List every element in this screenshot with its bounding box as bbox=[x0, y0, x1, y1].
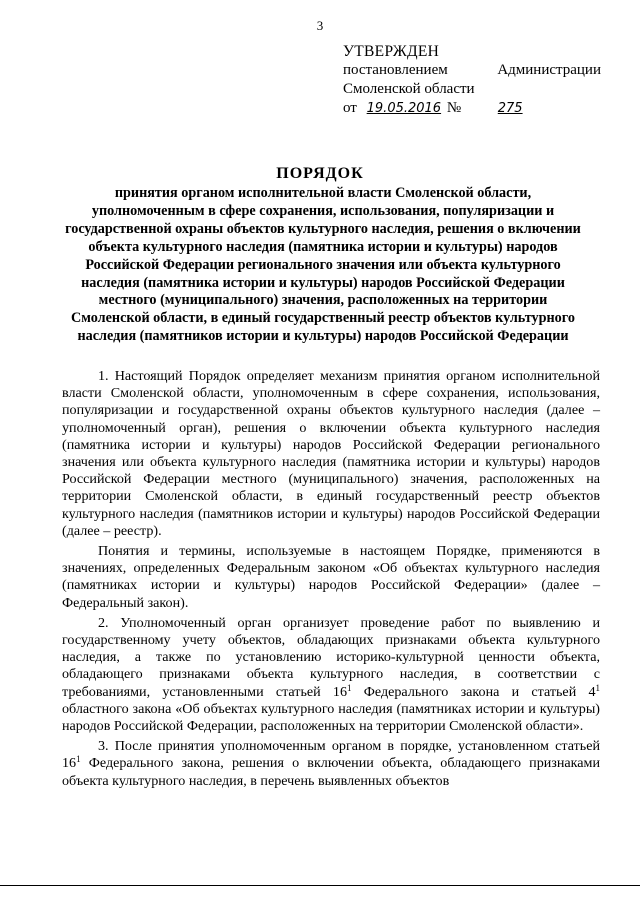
paragraph-3 bbox=[62, 738, 600, 790]
approval-heading: УТВЕРЖДЕН bbox=[343, 43, 440, 60]
document-title: ПОРЯДОК bbox=[276, 165, 364, 182]
paragraph-2 bbox=[62, 615, 600, 735]
approval-number-handwritten: 275 bbox=[497, 101, 523, 116]
approval-decree-word: постановлением bbox=[343, 62, 448, 78]
number-prefix: № bbox=[446, 100, 462, 116]
approval-line-1 bbox=[343, 61, 601, 80]
document-body bbox=[62, 368, 600, 793]
paragraph-1: 1. Настоящий Порядок определяет механизм принятия органом исполнительной власти Смоленской области, уполномоченным в сфере сохранения, использования, популяризации и государственной охраны объектов культурного наследия (далее – уполномоченный орган), решения о включении объекта культурного наследия (памятника истории и культуры) народов Российской Федерации регионального значения или объекта культурного наследия (памятника истории и культуры) народов Российской Федерации местного (муниципального) значения, расположенных на территории Смоленской области, в единый государственный реестр объектов культурного наследия (памятников истории и культуры) народов Российской Федерации (далее – реестр). bbox=[62, 368, 600, 539]
superscript-3: 1 bbox=[76, 754, 81, 765]
date-prefix: от bbox=[343, 100, 357, 116]
superscript-2: 1 bbox=[595, 682, 601, 693]
paragraph-3-text-a: 3. После принятия уполномоченным органом в порядке, установленном статьей 16 bbox=[62, 738, 600, 772]
paragraph-2-text-b: Федерального закона и статьей 4 bbox=[351, 683, 596, 700]
approval-date-handwritten: 19.05.2016 bbox=[366, 101, 442, 116]
approval-date-line bbox=[343, 99, 601, 118]
paragraph-3-text-b: Федерального закона, решения о включении объекта, обладающего признаками объекта культурного наследия, в перечень выявленных объектов bbox=[62, 755, 600, 789]
paragraph-2-text-c: областного закона «Об объектах культурного наследия (памятниках истории и культуры) народов Российской Федерации, расположенных на территории Смоленской области». bbox=[62, 700, 600, 735]
paragraph-2-text-a: 2. Уполномоченный орган организует проведение работ по выявлению и государственному учету объектов, обладающих признаками объекта культурного наследия, а также по установлению историко-культурной ценности объекта, обладающего признаками объекта культурного наследия, в соответствии с требованиями, установленными статьей 16 bbox=[62, 614, 600, 700]
document-subtitle: принятия органом исполнительной власти Смоленской области, уполномоченным в сфере сохранения, использования, популяризации и государственной охраны объектов культурного наследия, решения о включении объекта культурного наследия (памятника истории и культуры) народов Российской Федерации регионального значения или объекта культурного наследия (памятника истории и культуры) народов Российской Федерации местного (муниципального) значения, расположенных на территории Смоленской области, в единый государственный реестр объектов культурного наследия (памятников истории и культуры) народов Российской Федерации bbox=[65, 185, 581, 345]
approval-block bbox=[343, 42, 601, 118]
superscript-1: 1 bbox=[347, 682, 352, 693]
paragraph-terms: Понятия и термины, используемые в настоящем Порядке, применяются в значениях, определенных Федеральным законом «Об объектах культурного наследия (памятниках истории и культуры) народов Российской Федерации» (далее – Федеральный закон). bbox=[62, 543, 600, 611]
approval-administration-word: Администрации bbox=[497, 62, 601, 78]
bottom-divider bbox=[0, 885, 640, 886]
page-number: 3 bbox=[316, 18, 324, 33]
approval-region: Смоленской области bbox=[343, 81, 475, 97]
